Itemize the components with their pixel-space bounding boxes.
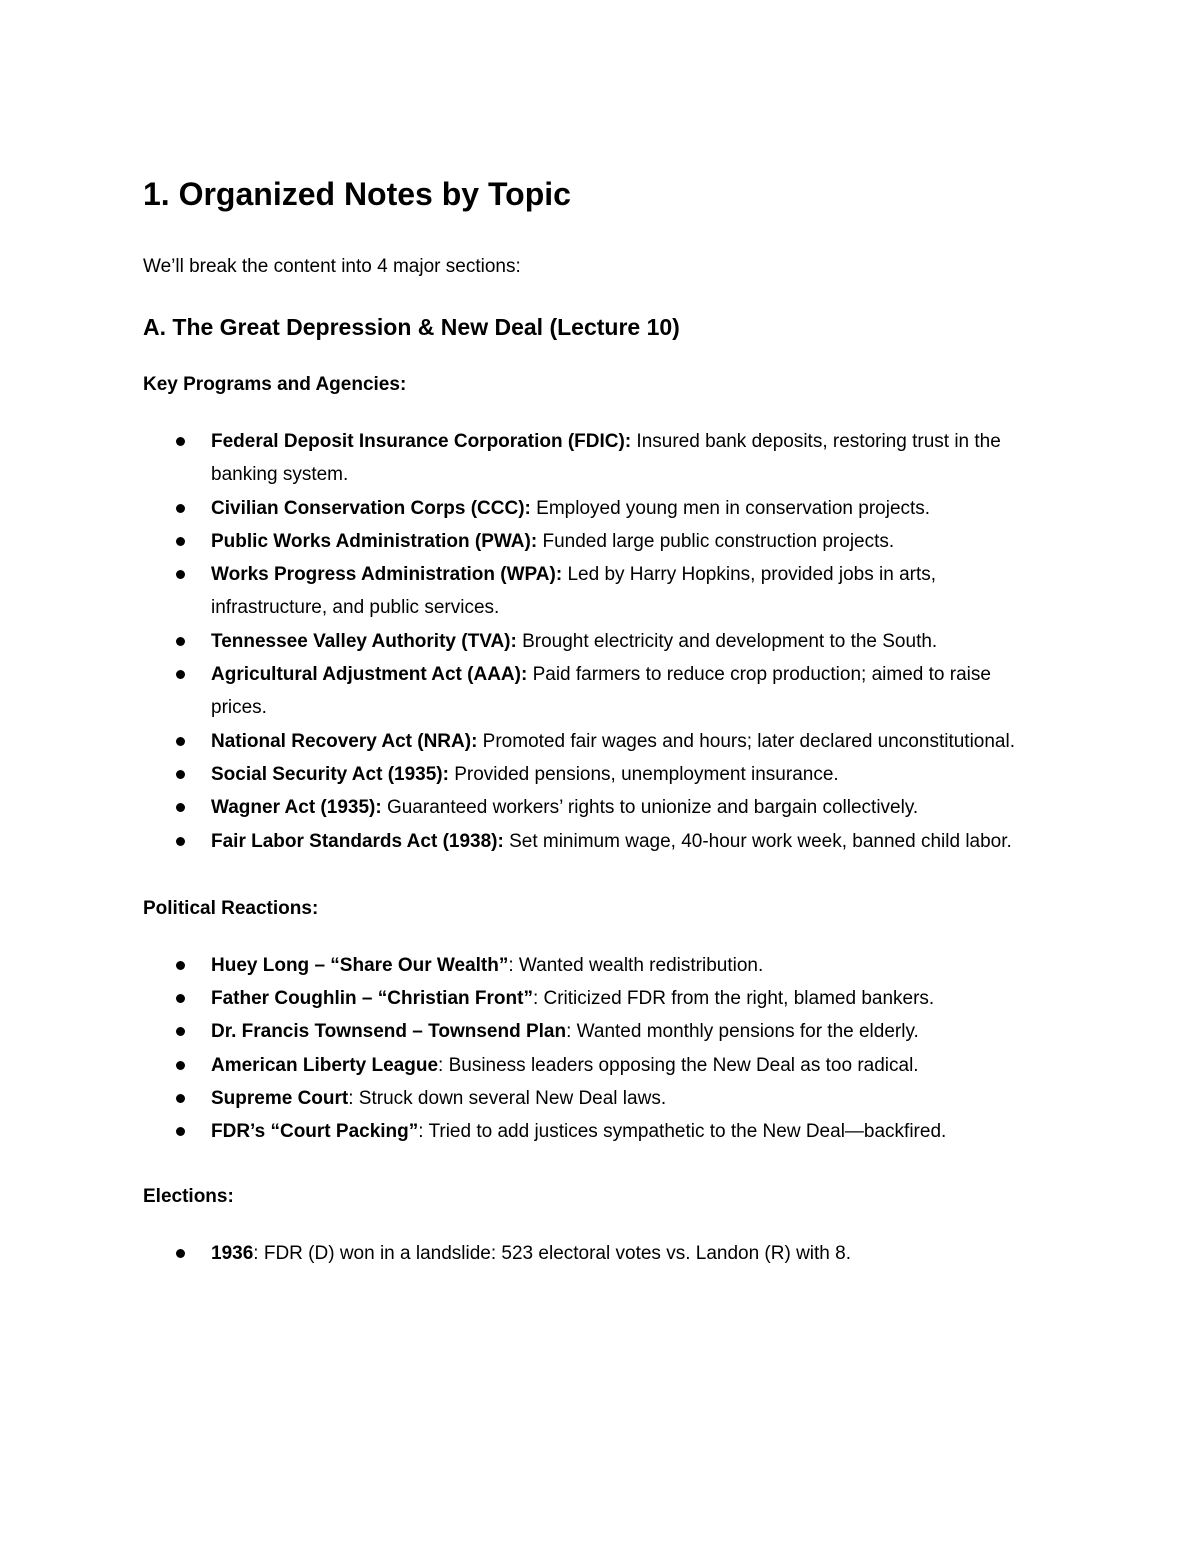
bullet-icon (176, 803, 185, 812)
item-description: Set minimum wage, 40-hour work week, banned child labor. (503, 830, 1012, 852)
political-reactions-list (143, 949, 1050, 1149)
item-description: Led by Harry Hopkins, provided jobs in arts, infrastructure, and public services. (211, 564, 937, 619)
elections-heading: Elections: (143, 1185, 234, 1207)
list-item (211, 525, 1050, 558)
list-item (211, 425, 1050, 492)
item-description: : Wanted wealth redistribution. (508, 954, 764, 976)
section-a-heading: A. The Great Depression & New Deal (Lecture 10) (143, 314, 680, 340)
intro-paragraph: We’ll break the content into 4 major sections: (143, 256, 521, 277)
bullet-icon (176, 637, 185, 646)
bullet-icon (176, 1094, 185, 1103)
list-item (211, 1049, 1050, 1082)
item-description: Provided pensions, unemployment insurance. (448, 763, 839, 785)
list-item (211, 949, 1050, 982)
item-term: Tennessee Valley Authority (TVA): (211, 630, 517, 652)
item-term: Social Security Act (1935): (211, 763, 449, 785)
list-item (211, 982, 1050, 1015)
item-description: : Struck down several New Deal laws. (348, 1088, 667, 1110)
list-item (211, 1115, 1050, 1148)
item-description: Guaranteed workers’ rights to unionize and bargain collectively. (381, 797, 919, 819)
item-term: Federal Deposit Insurance Corporation (FDIC): (211, 431, 632, 452)
page-title: 1. Organized Notes by Topic (143, 176, 571, 212)
item-description: Funded large public construction projects. (537, 530, 895, 552)
list-item (211, 1082, 1050, 1115)
bullet-icon (176, 670, 185, 679)
bullet-icon (176, 737, 185, 746)
list-item (211, 825, 1050, 858)
item-description: Promoted fair wages and hours; later declared unconstitutional. (477, 730, 1015, 752)
item-description: Employed young men in conservation projects. (530, 497, 931, 519)
item-description: : Tried to add justices sympathetic to the New Deal—backfired. (418, 1121, 947, 1143)
bullet-icon (176, 1027, 185, 1036)
item-description: Paid farmers to reduce crop production; aimed to raise prices. (211, 664, 991, 719)
bullet-icon (176, 504, 185, 513)
item-term: National Recovery Act (NRA): (211, 730, 478, 752)
bullet-icon (176, 437, 185, 446)
bullet-icon (176, 570, 185, 579)
item-term: Works Progress Administration (WPA): (211, 564, 563, 586)
bullet-icon (176, 1249, 185, 1258)
item-description: Insured bank deposits, restoring trust in the banking system. (211, 431, 1001, 486)
list-item (211, 725, 1050, 758)
item-description: : Wanted monthly pensions for the elderly. (566, 1021, 919, 1043)
bullet-icon (176, 537, 185, 546)
item-term: Civilian Conservation Corps (CCC): (211, 497, 531, 519)
programs-heading: Key Programs and Agencies: (143, 374, 407, 395)
item-description: : Business leaders opposing the New Deal as too radical. (438, 1054, 919, 1076)
item-term: Agricultural Adjustment Act (AAA): (211, 664, 528, 686)
programs-list (143, 425, 1050, 858)
list-item (211, 658, 1050, 725)
item-description: : Criticized FDR from the right, blamed bankers. (532, 988, 935, 1010)
item-term: Wagner Act (1935): (211, 797, 382, 819)
item-term: Fair Labor Standards Act (1938): (211, 830, 504, 852)
bullet-icon (176, 770, 185, 779)
item-term: Huey Long – “Share Our Wealth” (211, 954, 509, 976)
bullet-icon (176, 837, 185, 846)
item-term: Supreme Court (211, 1088, 349, 1110)
item-term: American Liberty League (211, 1054, 439, 1076)
item-description: : FDR (D) won in a landslide: 523 electoral votes vs. Landon (R) with 8. (253, 1242, 851, 1264)
elections-list (143, 1237, 1050, 1270)
list-item (211, 625, 1050, 658)
item-term: FDR’s “Court Packing” (211, 1121, 419, 1143)
item-term: Father Coughlin – “Christian Front” (211, 988, 533, 1010)
item-term: Public Works Administration (PWA): (211, 530, 538, 552)
list-item (211, 1015, 1050, 1048)
bullet-icon (176, 994, 185, 1003)
list-item (211, 758, 1050, 791)
item-description: Brought electricity and development to the South. (516, 630, 938, 652)
item-term: 1936 (211, 1242, 254, 1264)
list-item (211, 791, 1050, 824)
list-item (211, 558, 1050, 625)
list-item (211, 492, 1050, 525)
list-item (211, 1237, 1050, 1270)
political-reactions-heading: Political Reactions: (143, 897, 319, 919)
bullet-icon (176, 1127, 185, 1136)
item-term: Dr. Francis Townsend – Townsend Plan (211, 1021, 567, 1043)
bullet-icon (176, 1061, 185, 1070)
bullet-icon (176, 961, 185, 970)
